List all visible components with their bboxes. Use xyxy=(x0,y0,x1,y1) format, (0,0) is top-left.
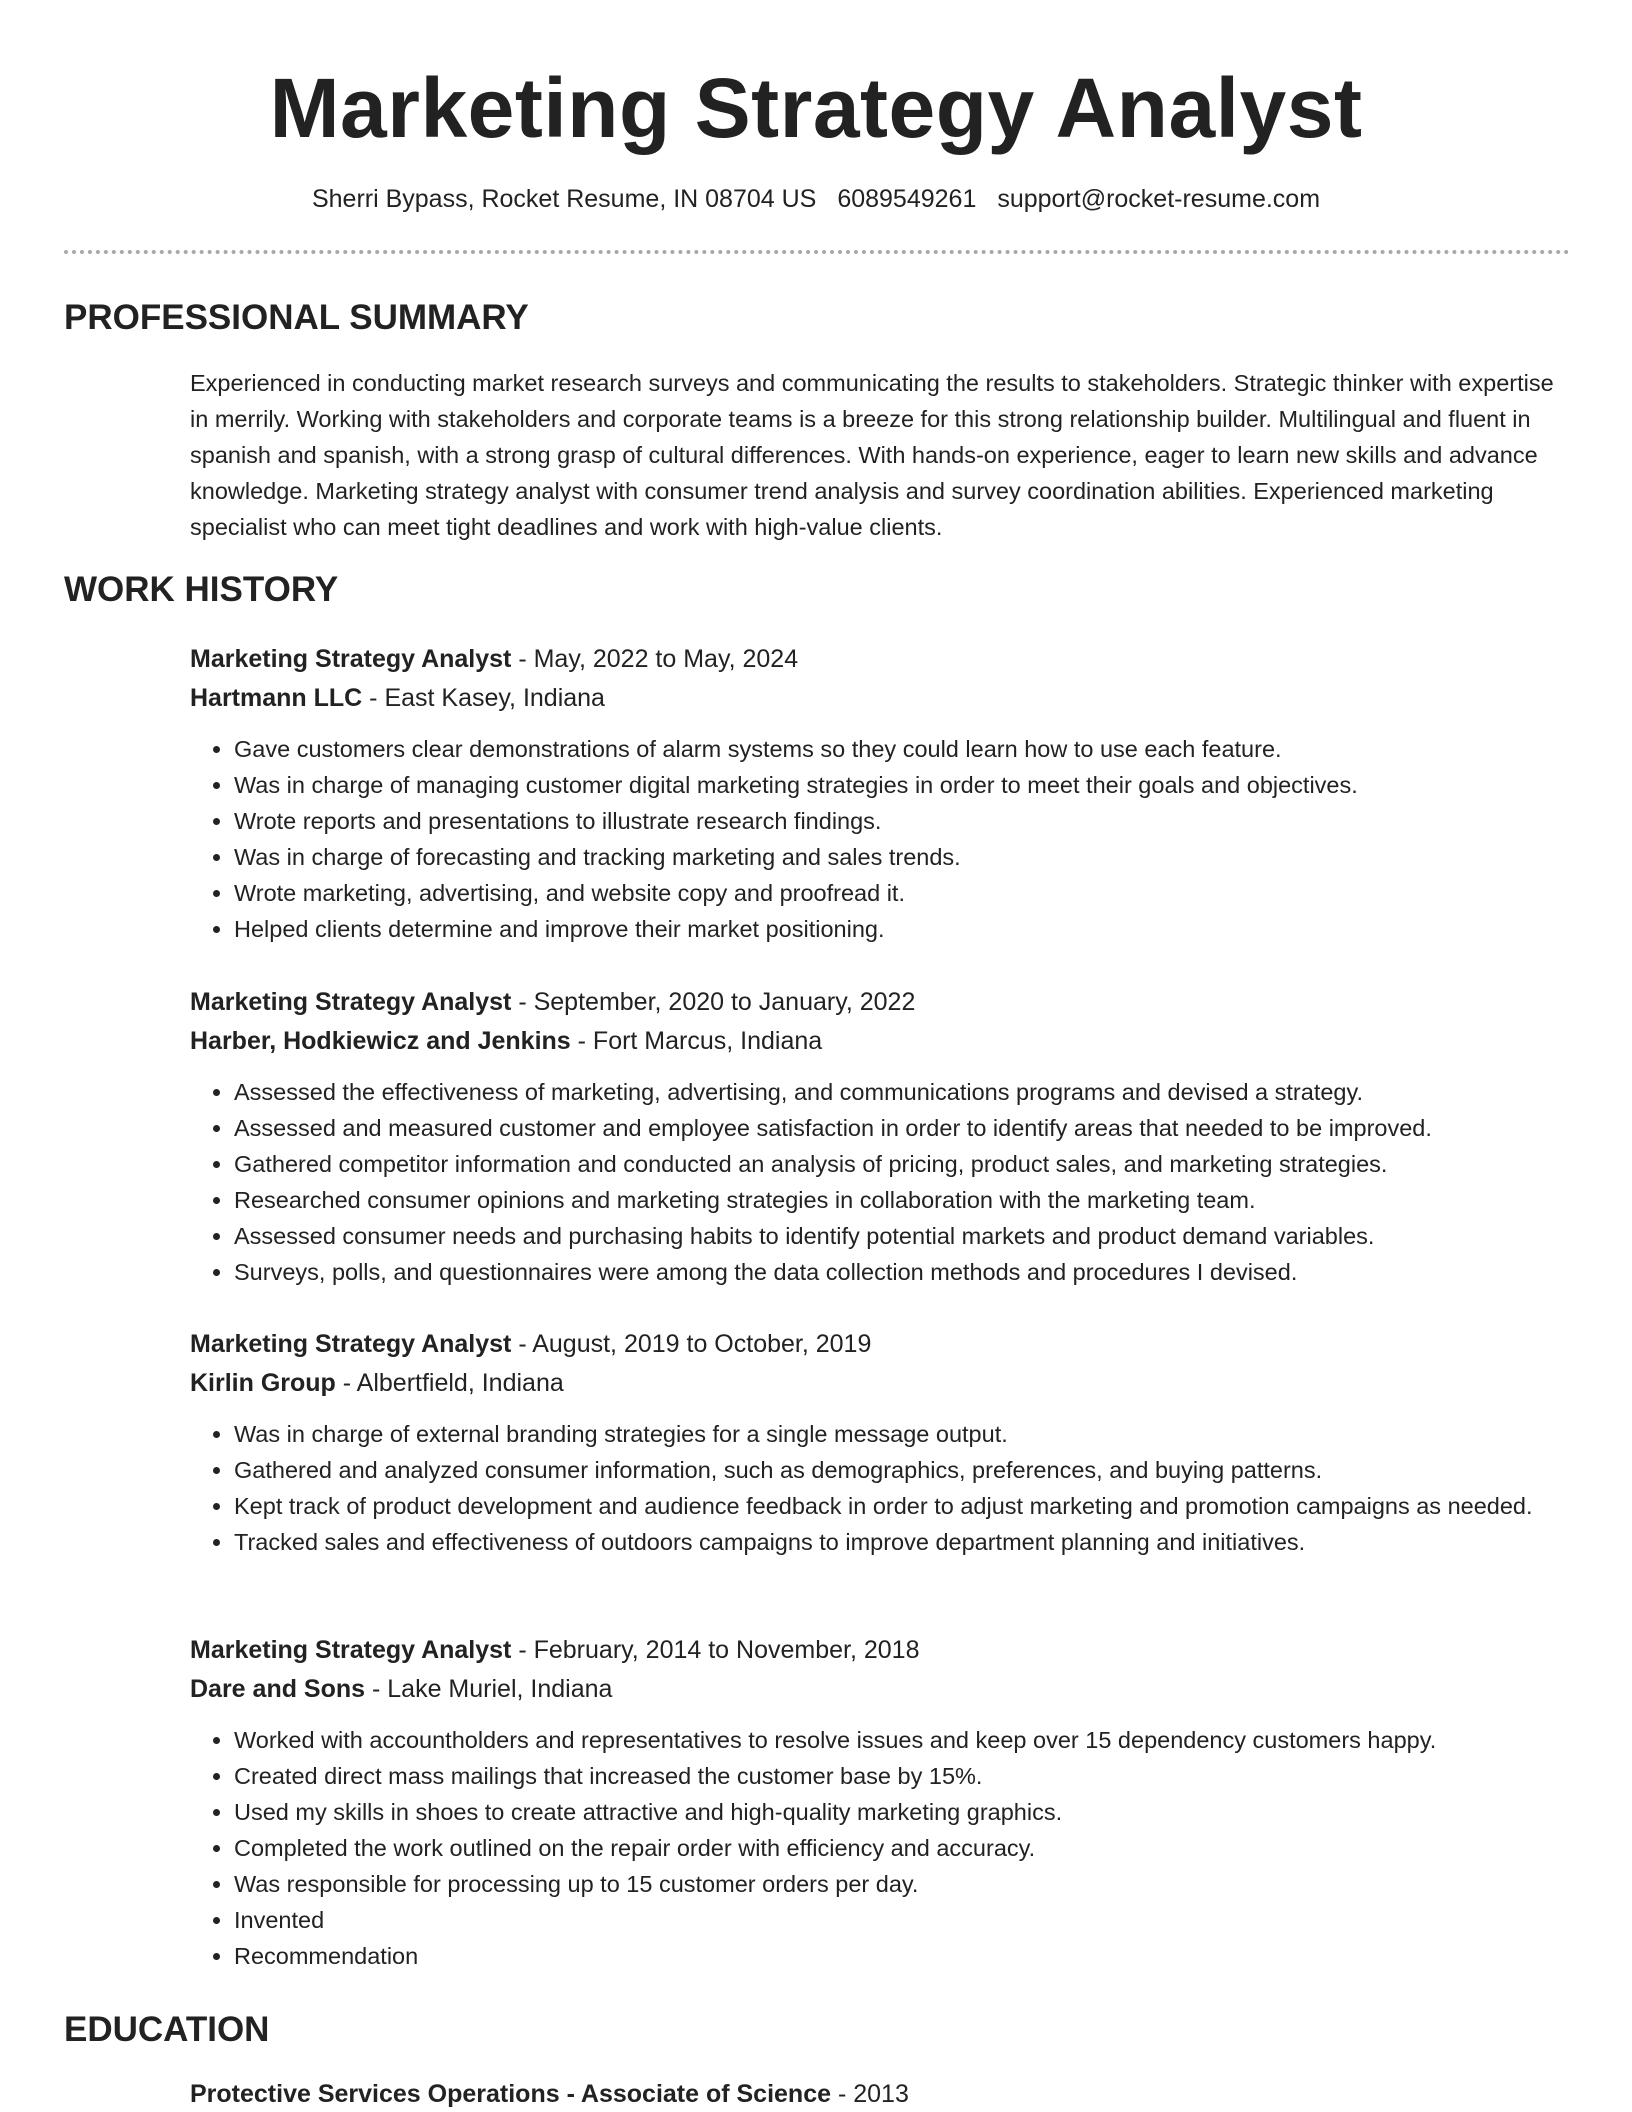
job-bullets xyxy=(190,1416,1570,1560)
contact-address: Sherri Bypass, Rocket Resume, IN 08704 US xyxy=(311,185,817,213)
job-bullet: • Wrote reports and presentations to illustrate research findings. xyxy=(234,803,1570,839)
job-company: Kirlin Group xyxy=(190,1369,336,1397)
contact-phone: 6089549261 xyxy=(837,185,977,213)
job-bullet: • Assessed and measured customer and employee satisfaction in order to identify areas that needed to be improved. xyxy=(234,1110,1570,1146)
job-bullets xyxy=(190,731,1570,947)
contact-line xyxy=(0,182,1632,216)
section-title-summary: PROFESSIONAL SUMMARY xyxy=(64,298,529,337)
contact-email: support@rocket-resume.com xyxy=(997,185,1321,213)
job-title: Marketing Strategy Analyst xyxy=(190,988,512,1016)
job-bullet: • Was responsible for processing up to 15 customer orders per day. xyxy=(234,1866,1570,1902)
job-bullet: • Was in charge of external branding strategies for a single message output. xyxy=(234,1416,1570,1452)
job-bullet: • Was in charge of forecasting and tracking marketing and sales trends. xyxy=(234,839,1570,875)
job-title: Marketing Strategy Analyst xyxy=(190,1330,512,1358)
job-company-line xyxy=(190,1670,1570,1709)
job-title: Marketing Strategy Analyst xyxy=(190,645,512,673)
job-title-line xyxy=(190,1631,1570,1670)
job-company: Harber, Hodkiewicz and Jenkins xyxy=(190,1027,571,1055)
job-company: Dare and Sons xyxy=(190,1675,366,1703)
job-bullet: • Kept track of product development and audience feedback in order to adjust marketing and promotion campaigns as needed. xyxy=(234,1488,1570,1524)
job-dates: - February, 2014 to November, 2018 xyxy=(511,1636,920,1664)
education-entry xyxy=(190,2076,909,2112)
job-bullet: • Was in charge of managing customer digital marketing strategies in order to meet their goals and objectives. xyxy=(234,767,1570,803)
job-location: - Fort Marcus, Indiana xyxy=(570,1027,823,1055)
resume-name: Marketing Strategy Analyst xyxy=(269,61,1363,155)
job-bullets xyxy=(190,1074,1570,1290)
job-bullet: • Tracked sales and effectiveness of outdoors campaigns to improve department planning and initiatives. xyxy=(234,1524,1570,1560)
job-entry xyxy=(190,1325,1570,1560)
job-title-line xyxy=(190,640,1570,679)
job-company-line xyxy=(190,679,1570,718)
header-divider xyxy=(64,250,1570,254)
job-bullet: • Completed the work outlined on the repair order with efficiency and accuracy. xyxy=(234,1830,1570,1866)
job-dates: - September, 2020 to January, 2022 xyxy=(511,988,916,1016)
job-entry xyxy=(190,983,1570,1290)
professional-summary: Experienced in conducting market research surveys and communicating the results to stakeholders. Strategic thinker with expertise in merrily. Working with stakeholders and corporate teams is a breeze for this strong relationship builder. Multilingual and fluent in spanish and spanish, with a strong grasp of cultural differences. With hands-on experience, eager to learn new skills and advance knowledge. Marketing strategy analyst with consumer trend analysis and survey coordination abilities. Experienced marketing specialist who can meet tight deadlines and work with high-value clients. xyxy=(190,370,1554,540)
job-bullet: • Researched consumer opinions and marketing strategies in collaboration with the marketing team. xyxy=(234,1182,1570,1218)
job-bullet: • Surveys, polls, and questionnaires were among the data collection methods and procedures I devised. xyxy=(234,1254,1570,1290)
education-degree: Protective Services Operations - Associate of Science xyxy=(190,2080,832,2108)
job-title-line xyxy=(190,1325,1570,1364)
job-title-line xyxy=(190,983,1570,1022)
job-location: - Lake Muriel, Indiana xyxy=(365,1675,613,1703)
job-bullet: • Gathered and analyzed consumer information, such as demographics, preferences, and buying patterns. xyxy=(234,1452,1570,1488)
job-location: - Albertfield, Indiana xyxy=(335,1369,564,1397)
job-bullet: • Worked with accountholders and representatives to resolve issues and keep over 15 dependency customers happy. xyxy=(234,1722,1570,1758)
job-title: Marketing Strategy Analyst xyxy=(190,1636,512,1664)
job-bullet: • Wrote marketing, advertising, and website copy and proofread it. xyxy=(234,875,1570,911)
section-title-work-history: WORK HISTORY xyxy=(64,570,339,609)
job-bullet: • Assessed the effectiveness of marketing, advertising, and communications programs and devised a strategy. xyxy=(234,1074,1570,1110)
job-company: Hartmann LLC xyxy=(190,684,363,712)
job-company-line xyxy=(190,1364,1570,1403)
job-company-line xyxy=(190,1022,1570,1061)
job-bullet: • Created direct mass mailings that increased the customer base by 15%. xyxy=(234,1758,1570,1794)
job-entry xyxy=(190,640,1570,947)
section-title-education: EDUCATION xyxy=(64,2010,270,2049)
job-bullet: • Assessed consumer needs and purchasing habits to identify potential markets and product demand variables. xyxy=(234,1218,1570,1254)
job-bullet: • Invented xyxy=(234,1902,1570,1938)
job-location: - East Kasey, Indiana xyxy=(362,684,605,712)
job-bullet: • Helped clients determine and improve their market positioning. xyxy=(234,911,1570,947)
job-bullet: • Recommendation xyxy=(234,1938,1570,1974)
job-bullet: • Used my skills in shoes to create attractive and high-quality marketing graphics. xyxy=(234,1794,1570,1830)
job-entry xyxy=(190,1631,1570,1974)
job-bullet: • Gathered competitor information and conducted an analysis of pricing, product sales, and marketing strategies. xyxy=(234,1146,1570,1182)
job-dates: - May, 2022 to May, 2024 xyxy=(511,645,799,673)
job-dates: - August, 2019 to October, 2019 xyxy=(511,1330,872,1358)
education-year: - 2013 xyxy=(831,2080,909,2108)
job-bullets xyxy=(190,1722,1570,1974)
job-bullet: • Gave customers clear demonstrations of alarm systems so they could learn how to use each feature. xyxy=(234,731,1570,767)
